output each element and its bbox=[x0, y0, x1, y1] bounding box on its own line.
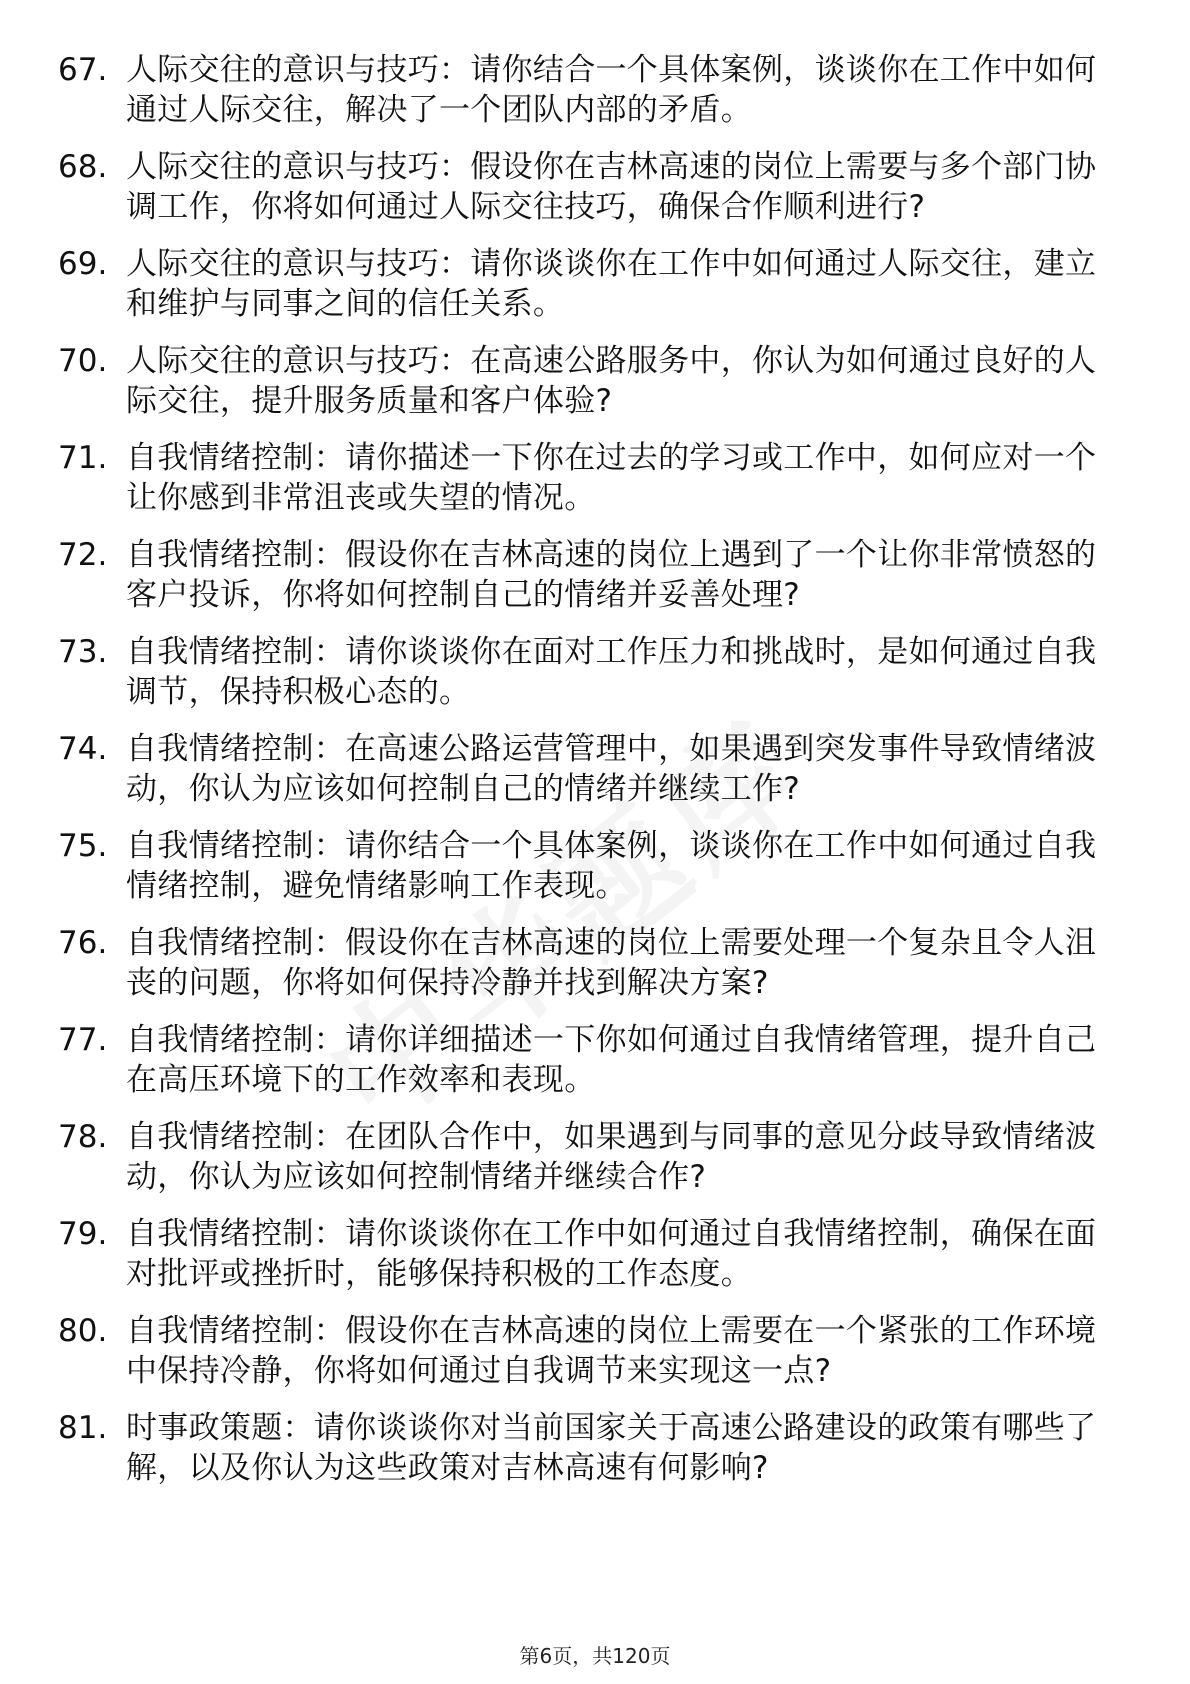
question-text: 自我情绪控制：假设你在吉林高速的岗位上遇到了一个让你非常愤怒的客户投诉，你将如何控制自己的情绪并妥善处理? bbox=[126, 537, 1097, 613]
question-number: 80. bbox=[58, 1313, 108, 1349]
question-list bbox=[58, 50, 1108, 1505]
question-number: 69. bbox=[58, 246, 108, 282]
question-number: 78. bbox=[58, 1119, 108, 1155]
question-item bbox=[58, 1408, 1108, 1488]
question-text: 自我情绪控制：请你谈谈你在工作中如何通过自我情绪控制，确保在面对批评或挫折时，能够保持积极的工作态度。 bbox=[126, 1216, 1097, 1292]
question-text: 人际交往的意识与技巧：在高速公路服务中，你认为如何通过良好的人际交往，提升服务质量和客户体验? bbox=[126, 343, 1097, 419]
question-text: 自我情绪控制：在团队合作中，如果遇到与同事的意见分歧导致情绪波动，你认为应该如何控制情绪并继续合作? bbox=[126, 1119, 1097, 1195]
question-text: 人际交往的意识与技巧：请你谈谈你在工作中如何通过人际交往，建立和维护与同事之间的信任关系。 bbox=[126, 246, 1097, 322]
question-item bbox=[58, 1117, 1108, 1197]
question-number: 76. bbox=[58, 925, 108, 961]
question-text: 自我情绪控制：假设你在吉林高速的岗位上需要处理一个复杂且令人沮丧的问题，你将如何保持冷静并找到解决方案? bbox=[126, 925, 1097, 1001]
question-item bbox=[58, 244, 1108, 324]
question-text: 自我情绪控制：假设你在吉林高速的岗位上需要在一个紧张的工作环境中保持冷静，你将如何通过自我调节来实现这一点? bbox=[126, 1313, 1097, 1389]
question-number: 71. bbox=[58, 440, 108, 476]
question-text: 自我情绪控制：请你结合一个具体案例，谈谈你在工作中如何通过自我情绪控制，避免情绪影响工作表现。 bbox=[126, 828, 1097, 904]
question-text: 自我情绪控制：在高速公路运营管理中，如果遇到突发事件导致情绪波动，你认为应该如何控制自己的情绪并继续工作? bbox=[126, 731, 1097, 807]
question-number: 68. bbox=[58, 149, 108, 185]
page-footer: 第6页，共120页 bbox=[519, 1644, 671, 1668]
question-item bbox=[58, 632, 1108, 712]
question-number: 81. bbox=[58, 1410, 108, 1446]
question-number: 74. bbox=[58, 731, 108, 767]
question-item bbox=[58, 50, 1108, 130]
question-item bbox=[58, 1311, 1108, 1391]
question-number: 70. bbox=[58, 343, 108, 379]
question-text: 人际交往的意识与技巧：请你结合一个具体案例，谈谈你在工作中如何通过人际交往，解决了一个团队内部的矛盾。 bbox=[126, 52, 1097, 128]
question-item bbox=[58, 438, 1108, 518]
question-number: 67. bbox=[58, 52, 108, 88]
question-item bbox=[58, 1214, 1108, 1294]
question-item bbox=[58, 147, 1108, 227]
question-item bbox=[58, 341, 1108, 421]
question-number: 79. bbox=[58, 1216, 108, 1252]
question-item bbox=[58, 923, 1108, 1003]
question-number: 77. bbox=[58, 1022, 108, 1058]
question-item bbox=[58, 1020, 1108, 1100]
question-text: 时事政策题：请你谈谈你对当前国家关于高速公路建设的政策有哪些了解，以及你认为这些政策对吉林高速有何影响? bbox=[126, 1410, 1097, 1486]
question-item bbox=[58, 729, 1108, 809]
question-number: 72. bbox=[58, 537, 108, 573]
question-number: 73. bbox=[58, 634, 108, 670]
question-text: 人际交往的意识与技巧：假设你在吉林高速的岗位上需要与多个部门协调工作，你将如何通过人际交往技巧，确保合作顺利进行? bbox=[126, 149, 1097, 225]
question-item bbox=[58, 826, 1108, 906]
question-number: 75. bbox=[58, 828, 108, 864]
question-text: 自我情绪控制：请你描述一下你在过去的学习或工作中，如何应对一个让你感到非常沮丧或失望的情况。 bbox=[126, 440, 1097, 516]
question-text: 自我情绪控制：请你谈谈你在面对工作压力和挑战时，是如何通过自我调节，保持积极心态的。 bbox=[126, 634, 1097, 710]
question-item bbox=[58, 535, 1108, 615]
question-text: 自我情绪控制：请你详细描述一下你如何通过自我情绪管理，提升自己在高压环境下的工作效率和表现。 bbox=[126, 1022, 1097, 1098]
